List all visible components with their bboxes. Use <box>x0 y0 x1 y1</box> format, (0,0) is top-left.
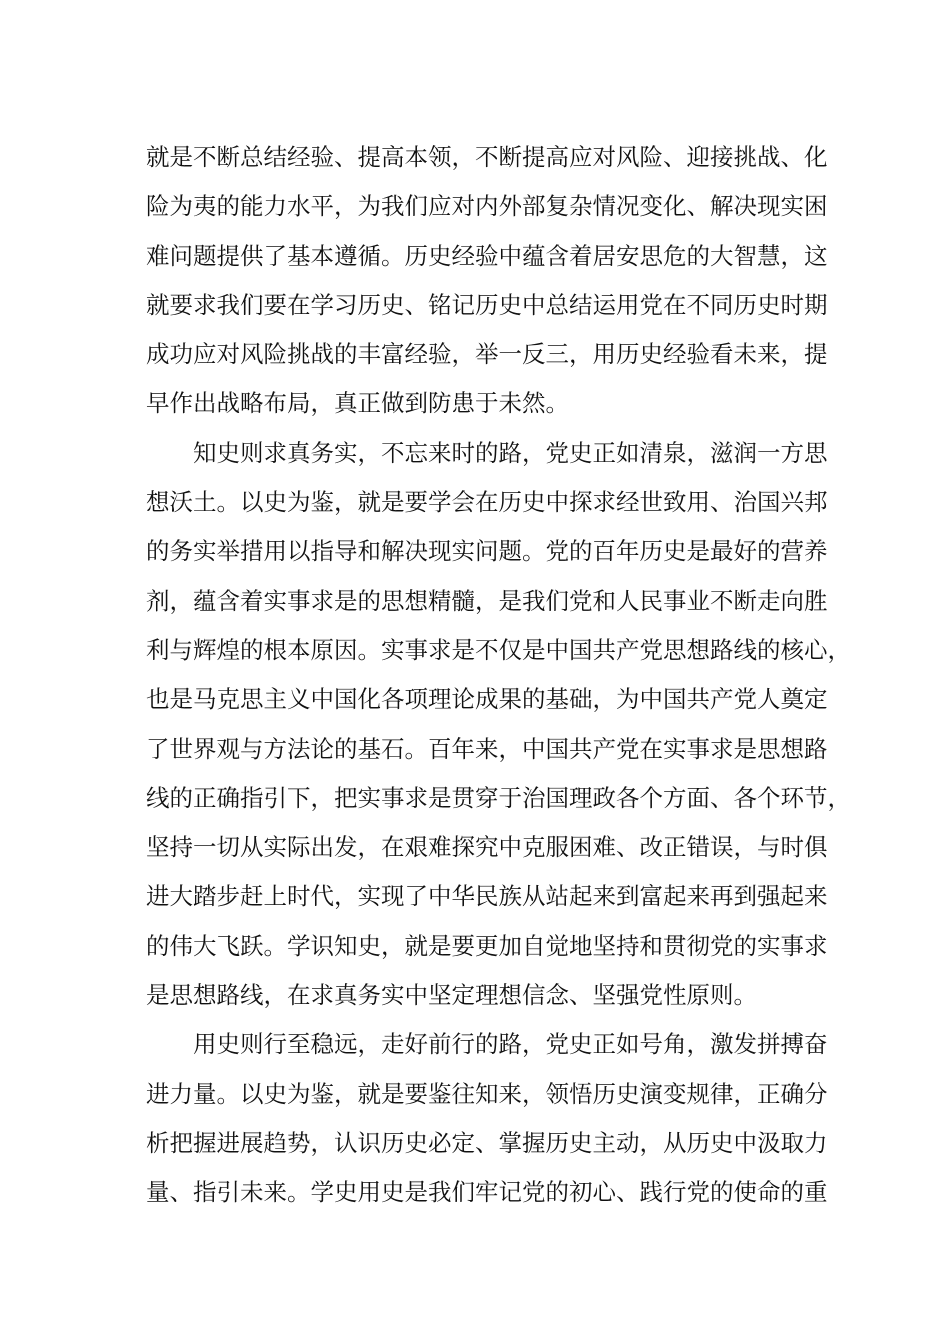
text-line: 的务实举措用以指导和解决现实问题。党的百年历史是最好的营养 <box>146 537 828 566</box>
text-line: 想沃土。以史为鉴，就是要学会在历史中探求经世致用、治国兴邦 <box>146 488 828 517</box>
paragraph-1 <box>146 133 828 429</box>
paragraph-2 <box>146 429 851 1021</box>
text-line: 早作出战略布局，真正做到防患于未然。 <box>146 389 569 418</box>
text-line: 析把握进展趋势，认识历史必定、掌握历史主动，从历史中汲取力 <box>146 1128 828 1157</box>
text-line: 是思想路线，在求真务实中坚定理想信念、坚强党性原则。 <box>146 981 757 1010</box>
text-line: 量、指引未来。学史用史是我们牢记党的初心、践行党的使命的重 <box>146 1178 828 1207</box>
text-line: 剂，蕴含着实事求是的思想精髓，是我们党和人民事业不断走向胜 <box>146 586 828 615</box>
paragraph-3 <box>146 1020 828 1217</box>
body-text <box>146 133 851 1218</box>
text-line: 成功应对风险挑战的丰富经验，举一反三，用历史经验看未来，提 <box>146 340 828 369</box>
text-line: 了世界观与方法论的基石。百年来，中国共产党在实事求是思想路 <box>146 734 828 763</box>
text-line: 利与辉煌的根本原因。实事求是不仅是中国共产党思想路线的核心， <box>146 635 851 664</box>
text-line: 线的正确指引下，把实事求是贯穿于治国理政各个方面、各个环节， <box>146 783 851 812</box>
text-line: 知史则求真务实，不忘来时的路，党史正如清泉，滋润一方思 <box>193 438 828 467</box>
text-line: 就是不断总结经验、提高本领，不断提高应对风险、迎接挑战、化 <box>146 143 828 171</box>
text-line: 就要求我们要在学习历史、铭记历史中总结运用党在不同历史时期 <box>146 290 828 319</box>
text-line: 也是马克思主义中国化各项理论成果的基础，为中国共产党人奠定 <box>146 685 828 714</box>
text-line: 的伟大飞跃。学识知史，就是要更加自觉地坚持和贯彻党的实事求 <box>146 931 828 960</box>
text-line: 坚持一切从实际出发，在艰难探究中克服困难、改正错误，与时俱 <box>146 833 828 862</box>
text-line: 用史则行至稳远，走好前行的路，党史正如号角，激发拼搏奋 <box>193 1030 828 1059</box>
text-line: 进大踏步赶上时代，实现了中华民族从站起来到富起来再到强起来 <box>146 882 828 911</box>
text-line: 险为夷的能力水平，为我们应对内外部复杂情况变化、解决现实困 <box>146 192 828 221</box>
text-line: 难问题提供了基本遵循。历史经验中蕴含着居安思危的大智慧，这 <box>146 241 828 270</box>
text-line: 进力量。以史为鉴，就是要鉴往知来，领悟历史演变规律，正确分 <box>146 1079 828 1108</box>
